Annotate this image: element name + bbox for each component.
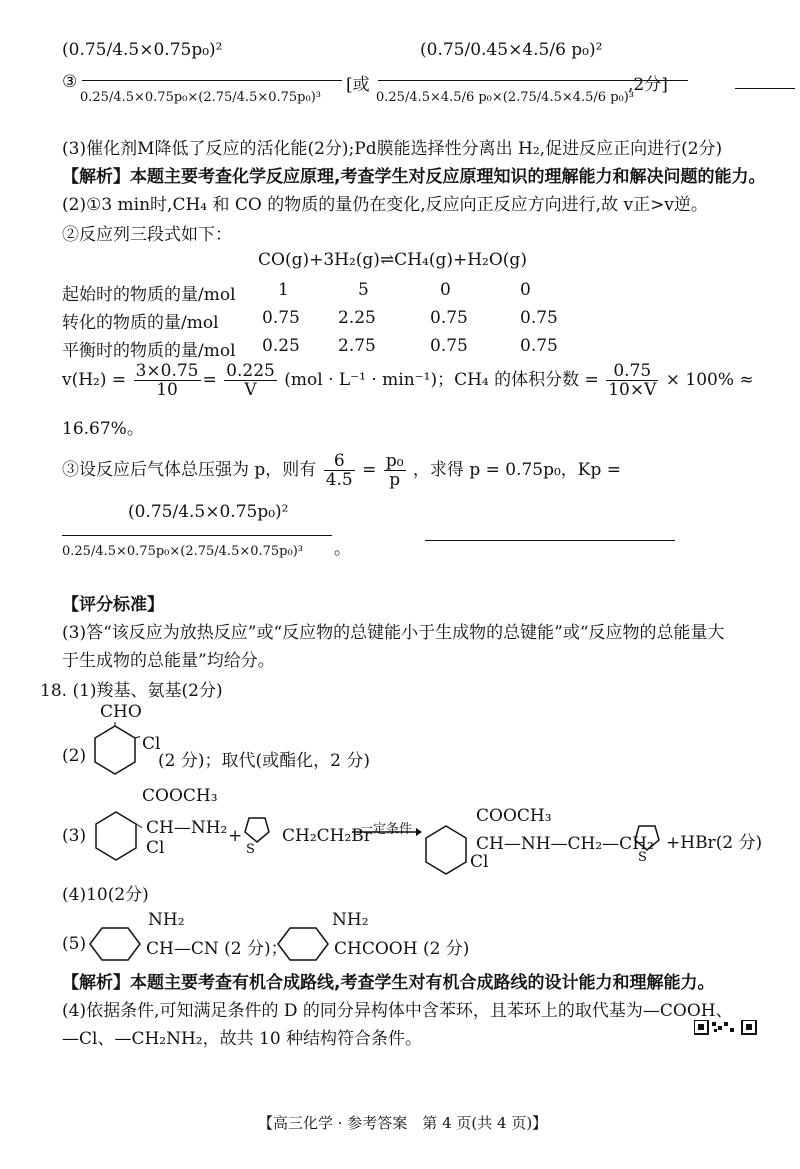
nh2-label: NH₂ <box>148 910 185 930</box>
rate-unit: (mol · L⁻¹ · min⁻¹)；CH₄ 的体积分数 = <box>284 370 599 390</box>
kp-numerator-right: (0.75/0.45×4.5/6 p₀)² <box>420 40 603 60</box>
analysis-1-text: 本题主要考查化学反应原理,考查学生对反应原理知识的理解能力和解决问题的能力。 <box>130 167 766 187</box>
analysis-2 <box>62 968 714 993</box>
q2-part2: ②反应列三段式如下： <box>62 225 232 245</box>
ch2ch2br-label: CH₂CH₂Br <box>282 826 372 846</box>
analysis-2-text: 本题主要考查有机合成路线,考查学生对有机合成路线的设计能力和理解能力。 <box>130 973 715 993</box>
q3-answer: (3)催化剂M降低了反应的活化能(2分);Pd膜能选择性分离出 H₂,促进反应正向进行(2分) <box>62 139 723 159</box>
frac-bar <box>62 535 332 536</box>
kp-numerator-left: (0.75/4.5×0.75p₀)² <box>62 40 223 60</box>
benzene-ring-icon <box>88 924 142 964</box>
q18-part1: 18. (1)羧基、氨基(2分) <box>40 681 223 701</box>
benzene-ring-icon <box>276 924 330 964</box>
reaction-arrow-icon <box>352 826 422 838</box>
frac-bar-left <box>82 80 342 81</box>
product-chain: CH—NH—CH₂—CH₂ <box>476 834 654 854</box>
cho-label: CHO <box>100 702 142 722</box>
reaction-equation: CO(g)+3H₂(g)⇌CH₄(g)+H₂O(g) <box>258 250 527 270</box>
product-a: CH—CN (2 分)； <box>146 939 288 959</box>
fraction <box>134 362 201 399</box>
q18-part2-prefix: (2) <box>62 746 87 766</box>
alt-close: ,2分] <box>628 75 668 95</box>
fraction <box>384 452 406 489</box>
table-cell: 0.25 <box>262 336 300 356</box>
arrow-condition: 一定条件 <box>360 822 413 837</box>
part3-mid: ，求得 p = 0.75p₀，Kp = <box>412 460 622 480</box>
table-cell: 0 <box>520 280 531 300</box>
ch-nh2-label: CH—NH₂ <box>146 818 228 838</box>
q18-part5-prefix: (5) <box>62 934 87 954</box>
table-row-label: 平衡时的物质的量/mol <box>62 341 236 361</box>
hbr-label: +HBr(2 分) <box>666 833 763 853</box>
kp-denominator: 0.25/4.5×0.75p₀×(2.75/4.5×0.75p₀)³ <box>62 544 303 559</box>
q2-part1: (2)①3 min时,CH₄ 和 CO 的物质的量仍在变化,反应向正反应方向进行,故 v正>v逆。 <box>62 195 708 215</box>
numerator: 0.225 <box>226 361 275 381</box>
cl-label: Cl <box>142 734 161 754</box>
alt-open: [或 <box>346 75 370 95</box>
analysis-2-label: 【解析】 <box>62 973 130 993</box>
plus-sign: + <box>228 826 243 846</box>
grading-label: 【评分标准】 <box>62 595 164 615</box>
benzene-ring-icon <box>90 722 140 778</box>
table-cell: 0.75 <box>262 308 300 328</box>
analysis-1 <box>62 162 765 187</box>
table-row-label: 转化的物质的量/mol <box>62 313 219 333</box>
circled-3: ③ <box>62 72 78 92</box>
period: 。 <box>334 539 351 559</box>
stray-line <box>425 540 675 541</box>
product-b: CHCOOH (2 分) <box>334 939 470 959</box>
analysis-2-line1: (4)依据条件,可知满足条件的 D 的同分异构体中含苯环，且苯环上的取代基为—COOH、 <box>62 1001 733 1021</box>
kp-denominator-right: 0.25/4.5×4.5/6 p₀×(2.75/4.5×4.5/6 p₀)³ <box>376 90 635 105</box>
table-cell: 0.75 <box>430 308 468 328</box>
table-cell: 2.25 <box>338 308 376 328</box>
grading-line2: 于生成物的总能量”均给分。 <box>62 651 275 671</box>
denominator: 10 <box>156 380 178 400</box>
analysis-1-label: 【解析】 <box>62 167 130 187</box>
fraction <box>324 452 355 489</box>
table-cell: 0.75 <box>430 336 468 356</box>
q18-part2-suffix: (2 分)；取代(或酯化，2 分) <box>158 751 370 771</box>
fraction <box>224 362 277 399</box>
q18-part3-prefix: (3) <box>62 826 87 846</box>
part3-line <box>62 452 621 489</box>
kp-numerator: (0.75/4.5×0.75p₀)² <box>128 502 289 522</box>
grading-line1: (3)答“该反应为放热反应”或“反应物的总键能小于生成物的总键能”或“反应物的总能量大 <box>62 623 725 643</box>
cl-label: Cl <box>146 838 165 858</box>
numerator: 0.75 <box>606 362 658 381</box>
rate-expression: v(H₂) = $\frac{3\times 0.75}{10}$ = $\frac{0.225}{V}$ (mol · L⁻¹ · min⁻¹)；CH₄ 的体积分数 = $\frac{0.75}{10\times V}$ × 100% ≈ <box>62 361 754 400</box>
table-cell: 0.75 <box>520 336 558 356</box>
cooch3-label: COOCH₃ <box>476 806 552 826</box>
page-footer: 【高三化学 · 参考答案 第 4 页(共 4 页)】 <box>258 1114 548 1132</box>
denominator: p <box>389 470 401 490</box>
thiophene-ring-icon <box>628 818 666 862</box>
table-cell: 0 <box>440 280 451 300</box>
q18-part4: (4)10(2分) <box>62 885 149 905</box>
denominator: V <box>244 380 257 400</box>
stray-line <box>735 88 795 89</box>
equals: = <box>362 460 377 480</box>
part3-start: ③设反应后气体总压强为 p，则有 <box>62 460 317 480</box>
table-cell: 2.75 <box>338 336 376 356</box>
cooch3-label: COOCH₃ <box>142 786 218 806</box>
rate-lhs: v(H₂) = <box>62 370 127 390</box>
numerator: 6 <box>324 452 355 471</box>
table-cell: 1 <box>278 280 289 300</box>
numerator: 3×0.75 <box>135 361 199 381</box>
benzene-ring-icon <box>90 808 142 864</box>
table-cell: 0.75 <box>520 308 558 328</box>
denominator: 10×V <box>608 380 657 400</box>
fraction <box>606 362 658 399</box>
cl-label: Cl <box>470 852 489 872</box>
sulfur-label: S <box>638 850 647 865</box>
qr-code-icon <box>694 1020 758 1036</box>
sulfur-label: S <box>246 842 255 857</box>
rate-result: 16.67%。 <box>62 419 144 439</box>
kp-denominator-left: 0.25/4.5×0.75p₀×(2.75/4.5×0.75p₀)³ <box>80 90 321 105</box>
table-cell: 5 <box>358 280 369 300</box>
rate-tail: × 100% ≈ <box>665 370 754 390</box>
denominator: 4.5 <box>325 470 353 490</box>
analysis-2-line2: —Cl、—CH₂NH₂，故共 10 种结构符合条件。 <box>62 1029 423 1049</box>
benzene-ring-icon <box>420 822 472 878</box>
thiophene-ring-icon <box>238 810 276 854</box>
numerator: p₀ <box>385 451 404 471</box>
nh2-label: NH₂ <box>332 910 369 930</box>
table-row-label: 起始时的物质的量/mol <box>62 285 236 305</box>
